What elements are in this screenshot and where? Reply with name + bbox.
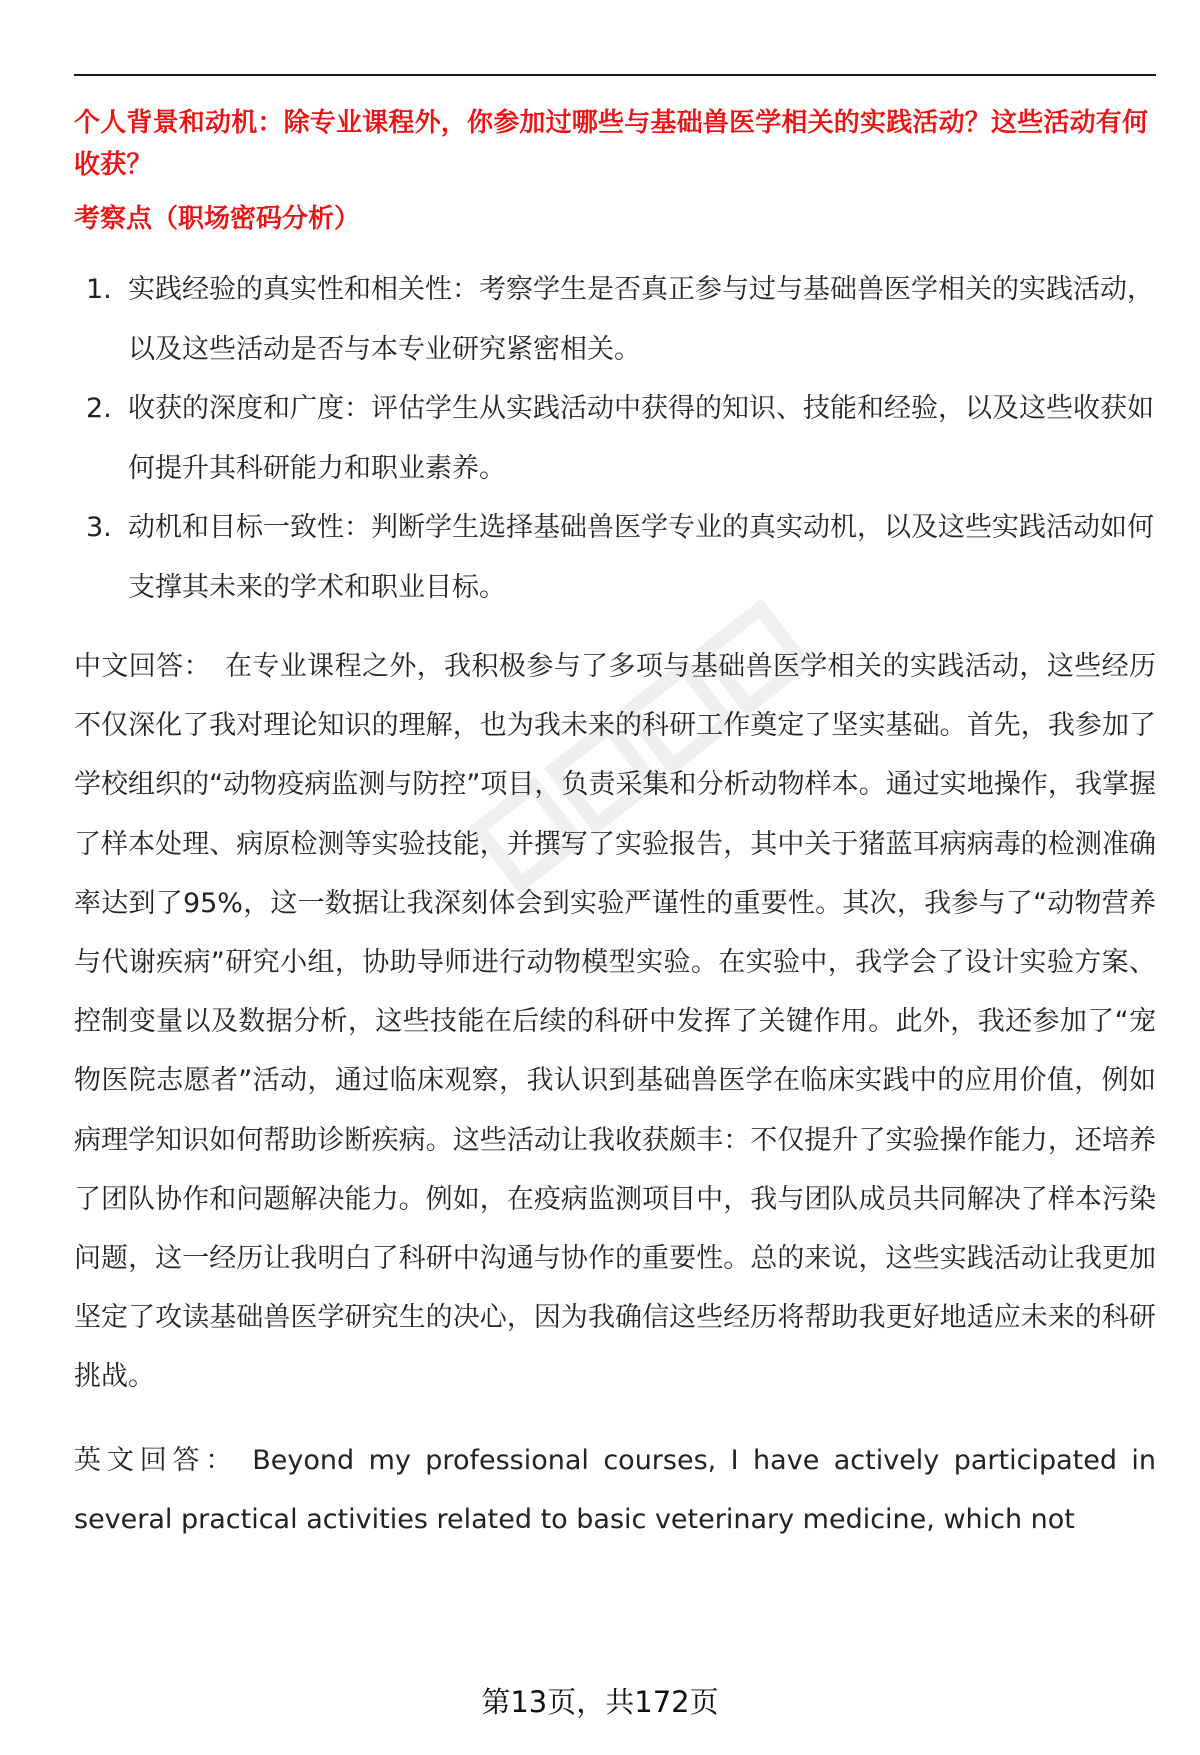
assessment-points-list xyxy=(74,260,1156,617)
list-item-text: 收获的深度和广度：评估学生从实践活动中获得的知识、技能和经验，以及这些收获如何提升其科研能力和职业素养。 xyxy=(128,393,1154,484)
list-item-text: 实践经验的真实性和相关性：考察学生是否真正参与过与基础兽医学相关的实践活动，以及这些活动是否与本专业研究紧密相关。 xyxy=(128,274,1154,365)
header-rule xyxy=(74,74,1156,76)
chinese-answer xyxy=(74,637,1156,1407)
main-content xyxy=(74,102,1156,1549)
list-item xyxy=(74,379,1156,498)
list-item-text: 动机和目标一致性：判断学生选择基础兽医学专业的真实动机，以及这些实践活动如何支撑其未来的学术和职业目标。 xyxy=(128,512,1154,603)
english-answer-text: Beyond my professional courses, I have actively participated in several practical activities related to basic veterinary medicine, which not xyxy=(74,1444,1157,1535)
page-number: 第13页，共172页 xyxy=(481,1685,719,1719)
chinese-answer-text: 在专业课程之外，我积极参与了多项与基础兽医学相关的实践活动，这些经历不仅深化了我对理论知识的理解，也为我未来的科研工作奠定了坚实基础。首先，我参加了学校组织的“动物疫病监测与防控”项目，负责采集和分析动物样本。通过实地操作，我掌握了样本处理、病原检测等实验技能，并撰写了实验报告，其中关于猪蓝耳病病毒的检测准确率达到了95%，这一数据让我深刻体会到实验严谨性的重要性。其次，我参与了“动物营养与代谢疾病”研究小组，协助导师进行动物模型实验。在实验中，我学会了设计实验方案、控制变量以及数据分析，这些技能在后续的科研中发挥了关键作用。此外，我还参加了“宠物医院志愿者”活动，通过临床观察，我认识到基础兽医学在临床实践中的应用价值，例如病理学知识如何帮助诊断疾病。这些活动让我收获颇丰：不仅提升了实验操作能力，还培养了团队协作和问题解决能力。例如，在疫病监测项目中，我与团队成员共同解决了样本污染问题，这一经历让我明白了科研中沟通与协作的重要性。总的来说，这些实践活动让我更加坚定了攻读基础兽医学研究生的决心，因为我确信这些经历将帮助我更好地适应未来的科研挑战。 xyxy=(74,651,1157,1393)
question-heading: 个人背景和动机：除专业课程外，你参加过哪些与基础兽医学相关的实践活动？这些活动有何收获？ xyxy=(74,108,1149,180)
english-answer xyxy=(74,1431,1156,1549)
list-item-number: 1. xyxy=(86,274,112,305)
list-item xyxy=(74,498,1156,617)
list-item-number: 2. xyxy=(86,393,112,424)
english-answer-label: 英文回答： xyxy=(74,1444,239,1476)
list-item-number: 3. xyxy=(86,512,112,543)
chinese-answer-label: 中文回答： xyxy=(74,651,211,682)
section-title: 考察点（职场密码分析） xyxy=(74,204,361,234)
list-item xyxy=(74,260,1156,379)
